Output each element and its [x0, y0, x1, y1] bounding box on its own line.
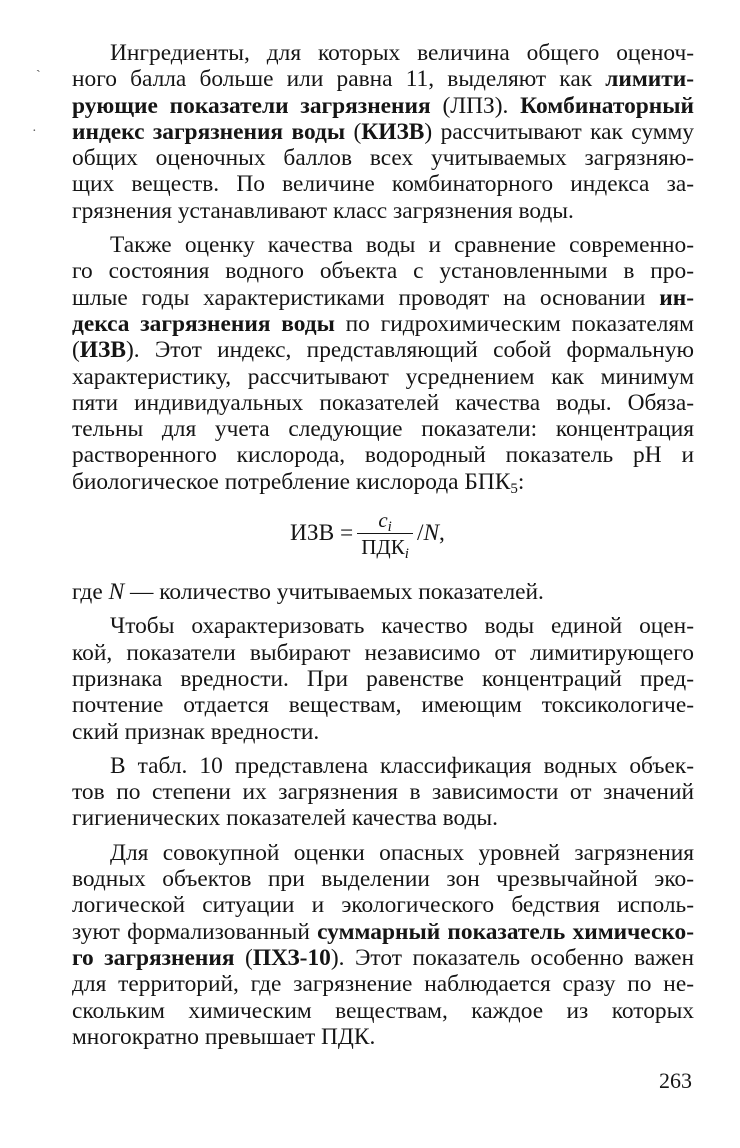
paragraph-3: где N — количество учитываемых показателей.	[72, 579, 544, 606]
page-number: 263	[659, 1068, 692, 1093]
term-kizv: Комбинаторный	[520, 92, 694, 119]
formula-fraction: $\frac{c_i}{ПДК_i}$	[357, 509, 413, 558]
paragraph-1: Ингредиенты, для которых величина общего оценоч- ного балла больше или равна 11, выделяют как лимити- рующие показатели загрязнения (ЛПЗ). Комбинаторный индекс загрязнения воды (КИЗВ) рассчитывают как сумму общих оценочных баллов всех учитываемых загрязняю- щих веществ. По величине комбинаторного индекса за- грязнения устанавливают класс загрязнения воды.	[72, 40, 695, 224]
paragraph-2: Также оценку качества воды и сравнение современно- го состояния водного объекта с установленными в про- шлые годы характеристиками проводят на основании ин- декса загрязнения воды по гидрохимическим показателям (ИЗВ). Этот индекс, представляющий собой формальную характеристику, рассчитывают усреднением как минимум пяти индивидуальных показателей качества воды. Обяза- тельны для учета следующие показатели: концентрация растворенного кислорода, водородный показатель pH и биологическое потребление кислорода $БПК_5$:	[72, 232, 694, 497]
paragraph-4: Чтобы охарактеризовать качество воды единой оцен- кой, показатели выбирают независимо от лимитирующего признака вредности. При равенстве концентраций пред- почтение отдается веществам, имеющим токсикологиче- ский признак вредности.	[72, 613, 694, 745]
page-text	[72, 40, 694, 1050]
paragraph-5: В табл. 10 представлена классификация водных объек- тов по степени их загрязнения в зависимости от значений гигиенических показателей качества воды.	[72, 752, 694, 832]
term-izv: ин-	[659, 284, 694, 311]
formula-lhs: ИЗВ =	[290, 519, 354, 546]
term-pkhz: суммарный показатель химическо-	[317, 918, 694, 945]
term-lpz: лимити-	[605, 66, 694, 93]
izv-formula: ИЗВ = $\frac{c_i}{ПДК_i}$ / N ,	[290, 507, 445, 562]
margin-mark: ·	[32, 124, 37, 139]
margin-mark: ˏ	[36, 58, 41, 73]
paragraph-6: Для совокупной оценки опасных уровней загрязнения водных объектов при выделении зон чрезвычайной эко- логической ситуации и экологического бедствия исполь- зуют формализованный суммарный показатель химическо- го загрязнения (ПХЗ-10). Этот показатель особенно важен для территорий, где загрязнение наблюдается сразу по не- скольким химическим веществам, каждое из которых многократно превышает ПДК.	[72, 839, 694, 1050]
